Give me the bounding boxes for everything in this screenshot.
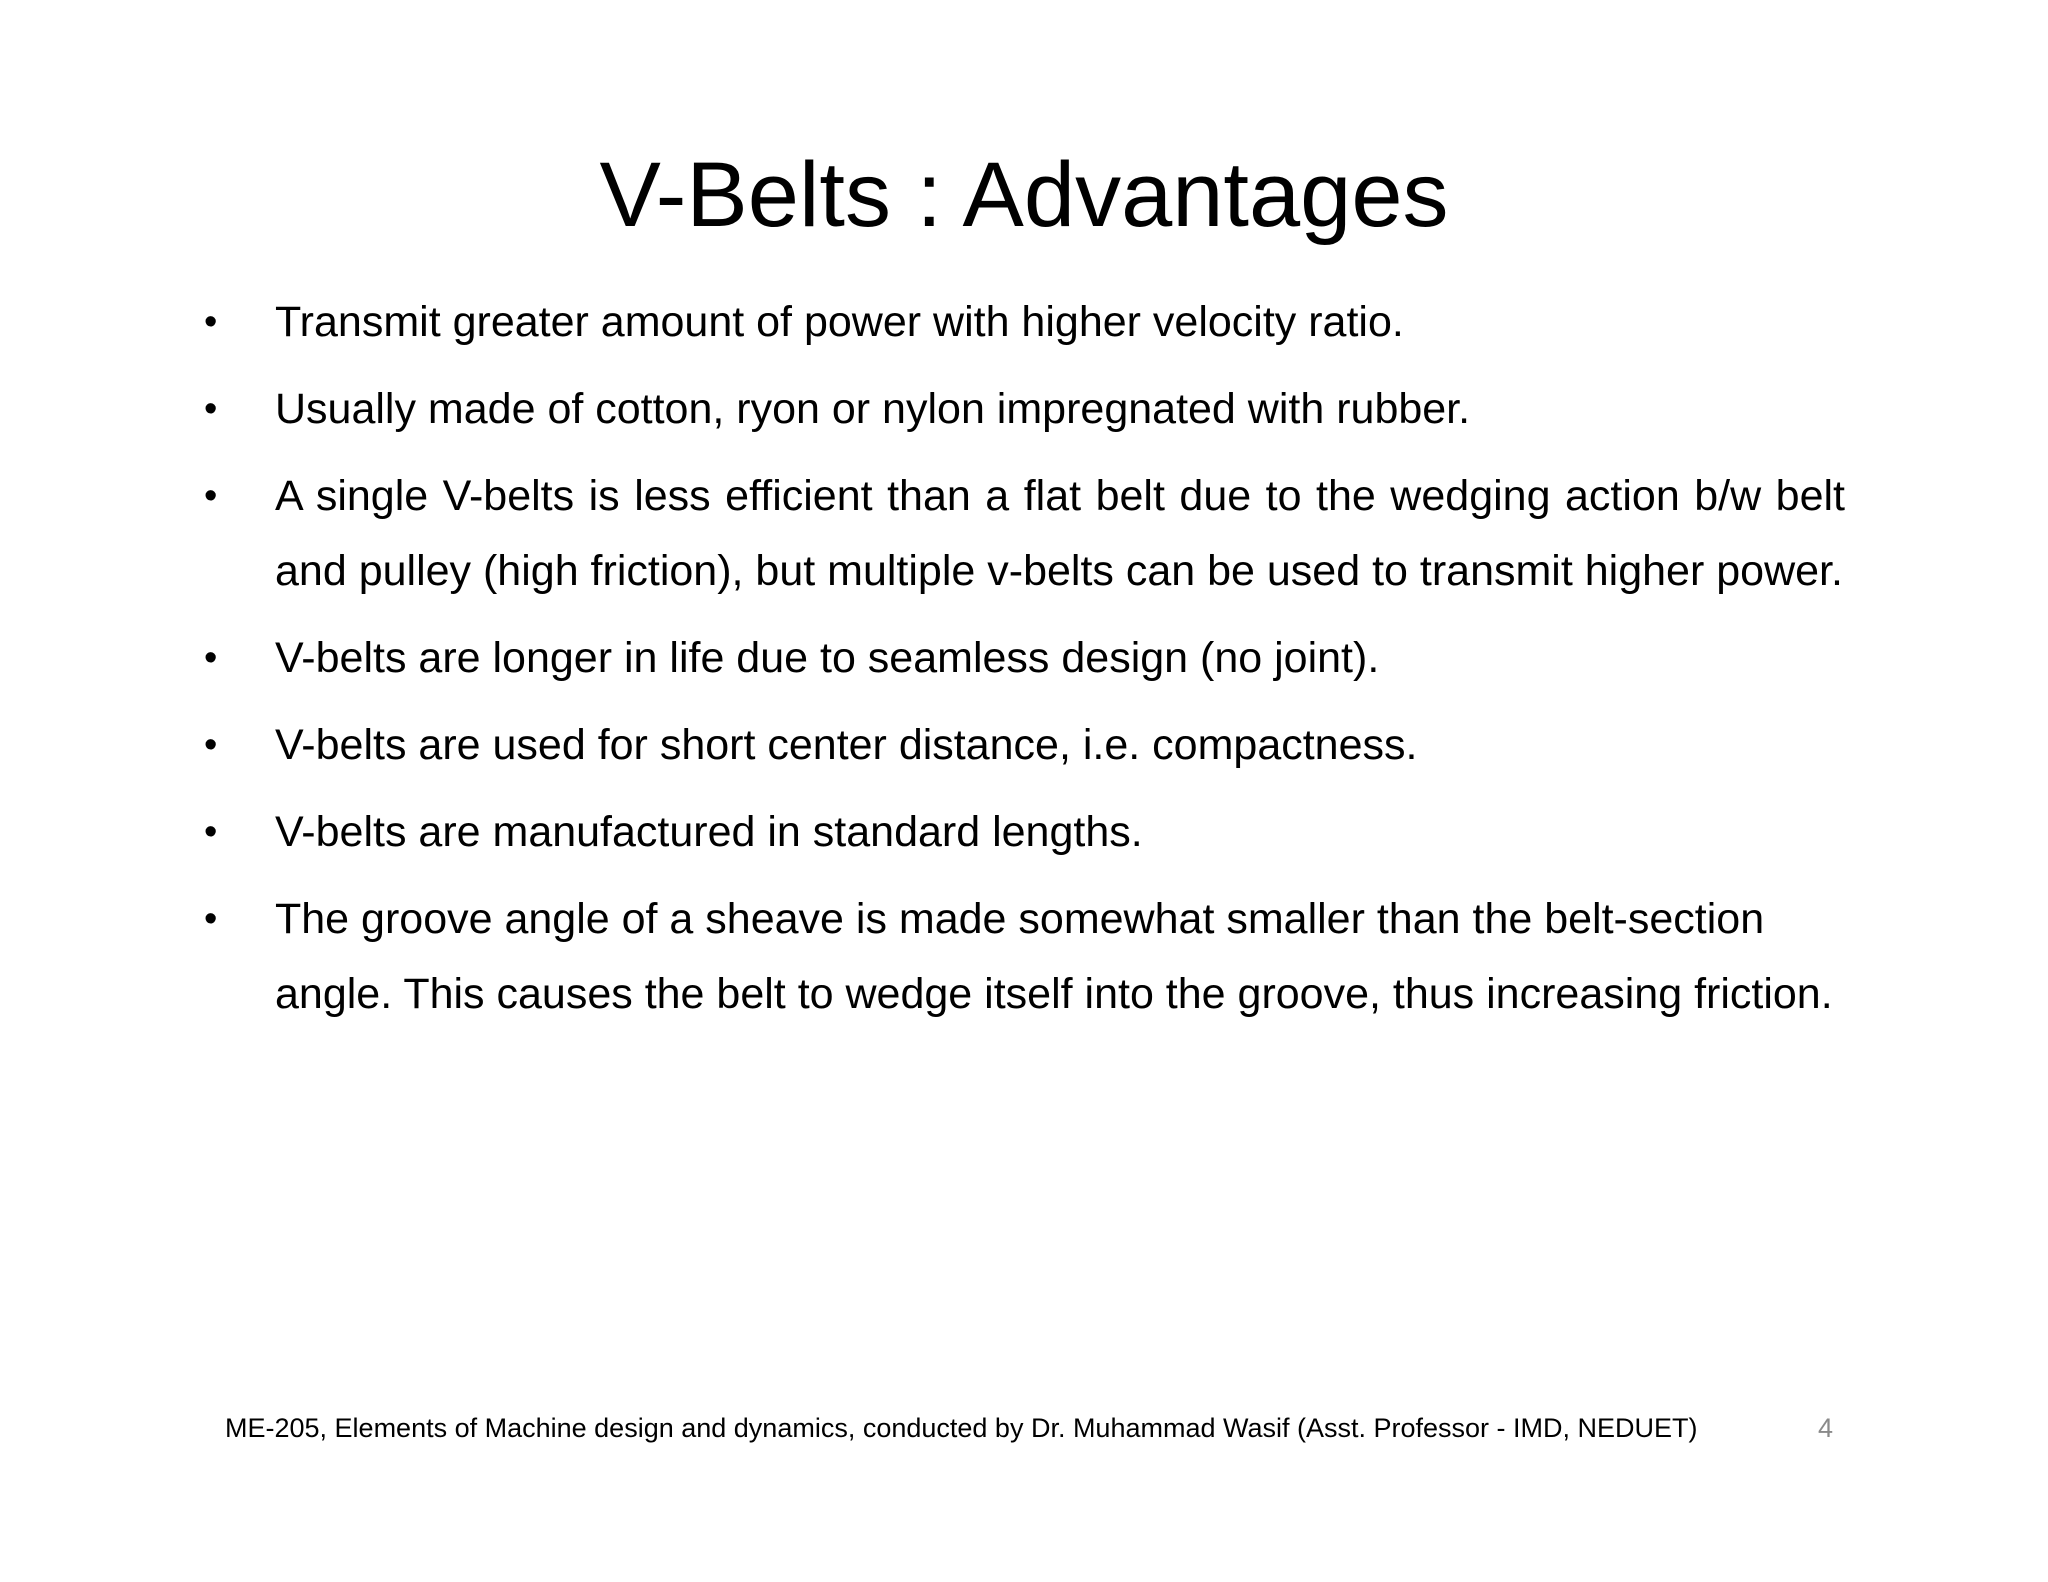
slide-footer: ME-205, Elements of Machine design and dynamics, conducted by Dr. Muhammad Wasif (Asst. Professor - IMD, NEDUET) xyxy=(225,1413,1698,1443)
bullet-item xyxy=(200,708,1845,783)
bullet-list xyxy=(200,285,1845,1044)
bullet-item xyxy=(200,621,1845,696)
bullet-text: Usually made of cotton, ryon or nylon impregnated with rubber. xyxy=(275,385,1471,433)
bullet-icon: • xyxy=(204,811,218,853)
bullet-icon: • xyxy=(204,301,218,343)
bullet-icon: • xyxy=(204,475,218,517)
bullet-icon: • xyxy=(204,637,218,679)
bullet-item xyxy=(200,285,1845,360)
bullet-item xyxy=(200,459,1845,609)
bullet-text: V-belts are manufactured in standard lengths. xyxy=(275,808,1143,856)
bullet-icon: • xyxy=(204,898,218,940)
bullet-text: The groove angle of a sheave is made somewhat smaller than the belt-section angle. This causes the belt to wedge itself into the groove, thus increasing friction. xyxy=(275,895,1833,1018)
page-number: 4 xyxy=(1818,1413,1834,1443)
bullet-item xyxy=(200,372,1845,447)
bullet-icon: • xyxy=(204,388,218,430)
bullet-text: Transmit greater amount of power with higher velocity ratio. xyxy=(275,298,1404,346)
bullet-text: V-belts are used for short center distance, i.e. compactness. xyxy=(275,721,1418,769)
bullet-text: V-belts are longer in life due to seamless design (no joint). xyxy=(275,634,1380,682)
slide-title: V-Belts : Advantages xyxy=(599,144,1449,246)
bullet-item xyxy=(200,882,1845,1032)
bullet-icon: • xyxy=(204,724,218,766)
bullet-text: A single V-belts is less efficient than a flat belt due to the wedging action b/w belt and pulley (high friction), but multiple v-belts can be used to transmit higher power. xyxy=(275,472,1845,595)
bullet-item xyxy=(200,795,1845,870)
